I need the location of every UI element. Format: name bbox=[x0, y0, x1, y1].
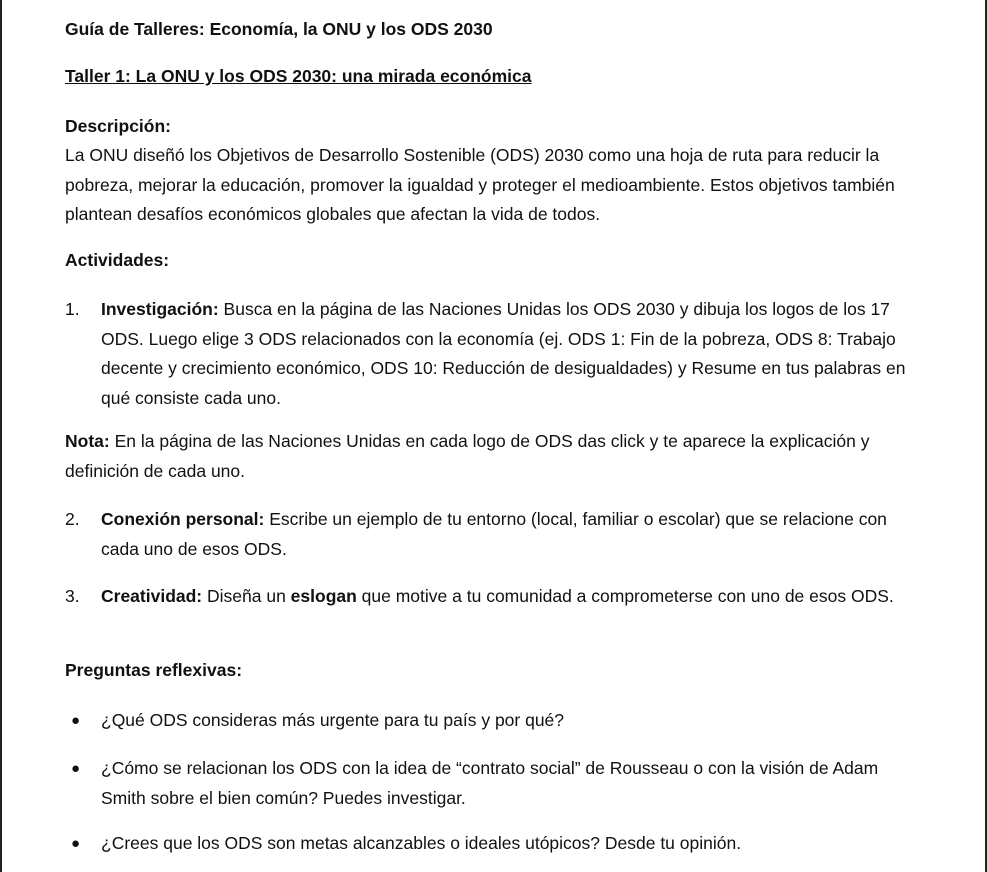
activity-label: Creatividad: bbox=[101, 586, 203, 606]
note-text: En la página de las Naciones Unidas en cada logo de ODS das click y te aparece la explicación y definición de cada uno. bbox=[65, 431, 870, 481]
note-paragraph bbox=[65, 427, 925, 486]
question-text: ¿Crees que los ODS son metas alcanzables o ideales utópicos? Desde tu opinión. bbox=[101, 833, 742, 853]
question-item-2 bbox=[65, 754, 925, 813]
description-text: La ONU diseñó los Objetivos de Desarrollo Sostenible (ODS) 2030 como una hoja de ruta para reducir la pobreza, mejorar la educación, promover la igualdad y proteger el medioambiente. Estos objetivos también plantean desafíos económicos globales que afectan la vida de todos. bbox=[65, 145, 895, 224]
activity-item-3 bbox=[65, 582, 925, 612]
activity-text: que motive a tu comunidad a comprometerse con uno de esos ODS. bbox=[356, 586, 894, 606]
activity-item-2 bbox=[65, 505, 925, 564]
description-heading: Descripción: bbox=[65, 116, 171, 136]
bullet-icon: ● bbox=[71, 835, 81, 852]
activities-heading: Actividades: bbox=[65, 250, 170, 270]
questions-heading: Preguntas reflexivas: bbox=[65, 660, 243, 680]
bullet-icon: ● bbox=[71, 760, 81, 777]
document-title: Guía de Talleres: Economía, la ONU y los ODS 2030 bbox=[65, 19, 493, 39]
bullet-icon: ● bbox=[71, 712, 81, 729]
activity-text: Busca en la página de las Naciones Unidas los ODS 2030 y dibuja los logos de los 17 ODS. Luego elige 3 ODS relacionados con la economía (ej. ODS 1: Fin de la pobreza, ODS 8: Trabajo decente y crecimiento económico, ODS 10: Reducción de desigualdades) y Resume en tus palabras en qué consiste cada uno. bbox=[101, 299, 906, 408]
activity-text: Escribe un ejemplo de tu entorno (local, familiar o escolar) que se relacione con cada uno de esos ODS. bbox=[101, 509, 887, 559]
activity-item-1 bbox=[65, 295, 925, 413]
activity-label: Investigación: bbox=[101, 299, 219, 319]
question-item-3 bbox=[65, 829, 925, 859]
eslogan-word: eslogan bbox=[290, 586, 357, 606]
activity-number: 3. bbox=[65, 586, 80, 606]
activity-text: Diseña un bbox=[202, 586, 291, 606]
note-label: Nota: bbox=[65, 431, 110, 451]
activity-number: 1. bbox=[65, 299, 80, 319]
activity-number: 2. bbox=[65, 509, 80, 529]
question-text: ¿Cómo se relacionan los ODS con la idea de “contrato social” de Rousseau o con la visión de Adam Smith sobre el bien común? Puedes investigar. bbox=[101, 758, 879, 808]
activity-label: Conexión personal: bbox=[101, 509, 265, 529]
question-item-1 bbox=[65, 706, 925, 736]
taller-title: Taller 1: La ONU y los ODS 2030: una mirada económica bbox=[65, 66, 532, 86]
question-text: ¿Qué ODS consideras más urgente para tu país y por qué? bbox=[101, 710, 565, 730]
